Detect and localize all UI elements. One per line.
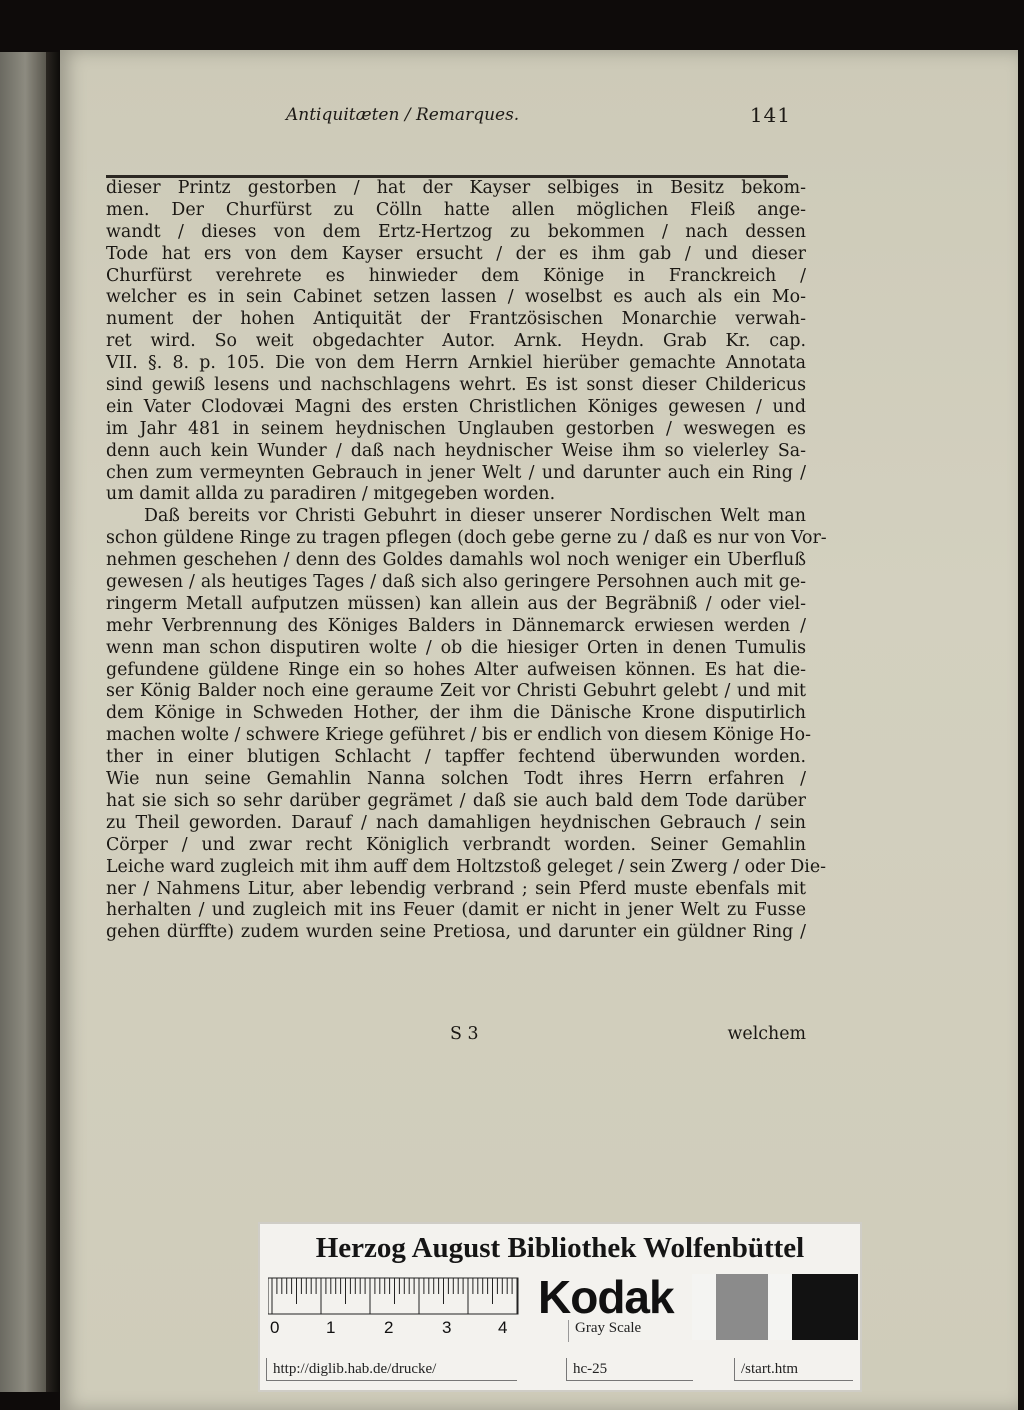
text-line: im Jahr 481 in seinem heydnischen Unglauben gestorben / weswegen es: [106, 418, 806, 439]
text-line: Wie nun seine Gemahlin Nanna solchen Todt ihres Herrn erfahren /: [106, 769, 806, 790]
text-line: denn auch kein Wunder / daß nach heydnischer Weise ihm so vielerley Sa-: [106, 440, 806, 461]
facing-page-edge: [0, 52, 46, 1392]
text-line: um damit allda zu paradiren / mitgegeben worden.: [106, 484, 556, 505]
text-line: ringerm Metall aufputzen müssen) kan allein aus der Begräbniß / oder viel-: [106, 593, 806, 614]
text-line: nument der hohen Antiquität der Frantzösischen Monarchie verwah-: [106, 309, 806, 330]
text-line: wandt / dieses von dem Ertz-Hertzog zu bekommen / nach dessen: [106, 221, 806, 242]
text-line: Leiche ward zugleich mit ihm auff dem Holtzstoß geleget / sein Zwerg / oder Die-: [106, 856, 827, 877]
ruler-number: 4: [498, 1318, 508, 1337]
gray-patch: [692, 1274, 716, 1340]
text-line: schon güldene Ringe zu tragen pflegen (doch gebe gerne zu / daß es nur von Vor-: [106, 528, 827, 549]
text-line: ner / Nahmens Litur, aber lebendig verbrand ; sein Pferd muste ebenfals mit: [106, 878, 806, 899]
text-line: men. Der Churfürst zu Cölln hatte allen möglichen Fleiß ange-: [106, 199, 806, 220]
text-line: Daß bereits vor Christi Gebuhrt in dieser unserer Nordischen Welt man: [144, 506, 806, 527]
text-line: Cörper / und zwar recht Königlich verbrandt worden. Seiner Gemahlin: [106, 834, 806, 855]
text-line: zu Theil geworden. Darauf / nach damahligen heydnischen Gebrauch / sein: [106, 812, 806, 833]
gray-patch: [792, 1274, 858, 1340]
text-line: gewesen / als heutiges Tages / daß sich also geringere Persohnen auch mit ge-: [106, 572, 806, 593]
start-page: /start.htm: [734, 1358, 853, 1381]
kodak-logo: Kodak: [538, 1271, 674, 1323]
text-line: ret wird. So weit obgedachter Autor. Arnk. Heydn. Grab Kr. cap.: [106, 331, 806, 352]
gray-patch: [768, 1274, 792, 1340]
ruler-numbers: [268, 1318, 530, 1340]
text-line: nehmen geschehen / denn des Goldes damahls wol noch weniger ein Uberfluß: [106, 550, 806, 571]
text-line: welcher es in sein Cabinet setzen lassen / woselbst es auch als ein Mo-: [106, 287, 806, 308]
text-line: ein Vater Clodovæi Magni des ersten Christlichen Königes gewesen / und: [106, 396, 806, 417]
ruler-number: 1: [326, 1318, 336, 1337]
book-page: [60, 50, 1018, 1410]
ruler-number: 2: [384, 1318, 394, 1337]
text-line: wenn man schon disputiren wolte / ob die hiesiger Orten in denen Tumulis: [106, 637, 806, 658]
text-line: machen wolte / schwere Kriege geführet / bis er endlich von diesem Könige Ho-: [106, 725, 811, 746]
signature-mark: S 3: [450, 1024, 479, 1044]
text-line: chen zum vermeynten Gebrauch in jener Welt / und darunter auch ein Ring /: [106, 462, 806, 483]
catchword: welchem: [727, 1024, 806, 1044]
body-text: [106, 178, 827, 1050]
running-head: Antiquitæten / Remarques.: [286, 105, 520, 125]
text-line: gefundene güldene Ringe ein so hohes Alter aufweisen können. Es hat die-: [106, 659, 806, 680]
shelfmark: hc-25: [566, 1358, 693, 1381]
text-line: ther in einer blutigen Schlacht / tapffer fechtend überwunden worden.: [106, 747, 806, 768]
text-line: Tode hat ers von dem Kayser ersucht / der es ihm gab / und dieser: [106, 243, 806, 264]
text-line: dem Könige in Schweden Hother, der ihm die Dänische Krone disputirlich: [106, 703, 806, 724]
ruler-number: 0: [270, 1318, 280, 1337]
ruler-number: 3: [442, 1318, 452, 1337]
gray-scale-patches: [692, 1274, 858, 1340]
text-line: sind gewiß lesens und nachschlagens wehrt. Es ist sonst dieser Childericus: [106, 375, 806, 396]
grayscale-label: Gray Scale: [568, 1320, 688, 1342]
text-line: Churfürst verehrete es hinwieder dem Könige in Franckreich /: [106, 265, 806, 286]
stamp-url: http://diglib.hab.de/drucke/: [266, 1358, 517, 1381]
gray-patch: [716, 1274, 768, 1340]
text-line: herhalten / und zugleich mit ins Feuer (damit er nicht in jener Welt zu Fusse: [106, 900, 806, 921]
stamp-info-row: [260, 1352, 860, 1384]
catch-line: [106, 1024, 806, 1046]
institution-name: Herzog August Bibliothek Wolfenbüttel: [315, 1232, 805, 1264]
text-line: mehr Verbrennung des Königes Balders in Dännemarck erwiesen werden /: [106, 615, 806, 636]
page-number: 141: [749, 103, 791, 127]
text-line: VII. §. 8. p. 105. Die von dem Herrn Arnkiel hierüber gemachte Annotata: [106, 353, 806, 374]
text-line: hat sie sich so sehr darüber gegrämet / daß sie auch bald dem Tode darüber: [106, 790, 806, 811]
text-line: ser König Balder noch eine geraume Zeit vor Christi Gebuhrt gelebt / und mit: [106, 681, 806, 702]
text-line: gehen dürffte) zudem wurden seine Pretiosa, und darunter ein güldner Ring /: [106, 922, 806, 943]
page-header: [286, 105, 791, 131]
text-line: dieser Printz gestorben / hat der Kayser selbiges in Besitz bekom-: [106, 178, 806, 198]
library-stamp-card: [258, 1222, 862, 1392]
